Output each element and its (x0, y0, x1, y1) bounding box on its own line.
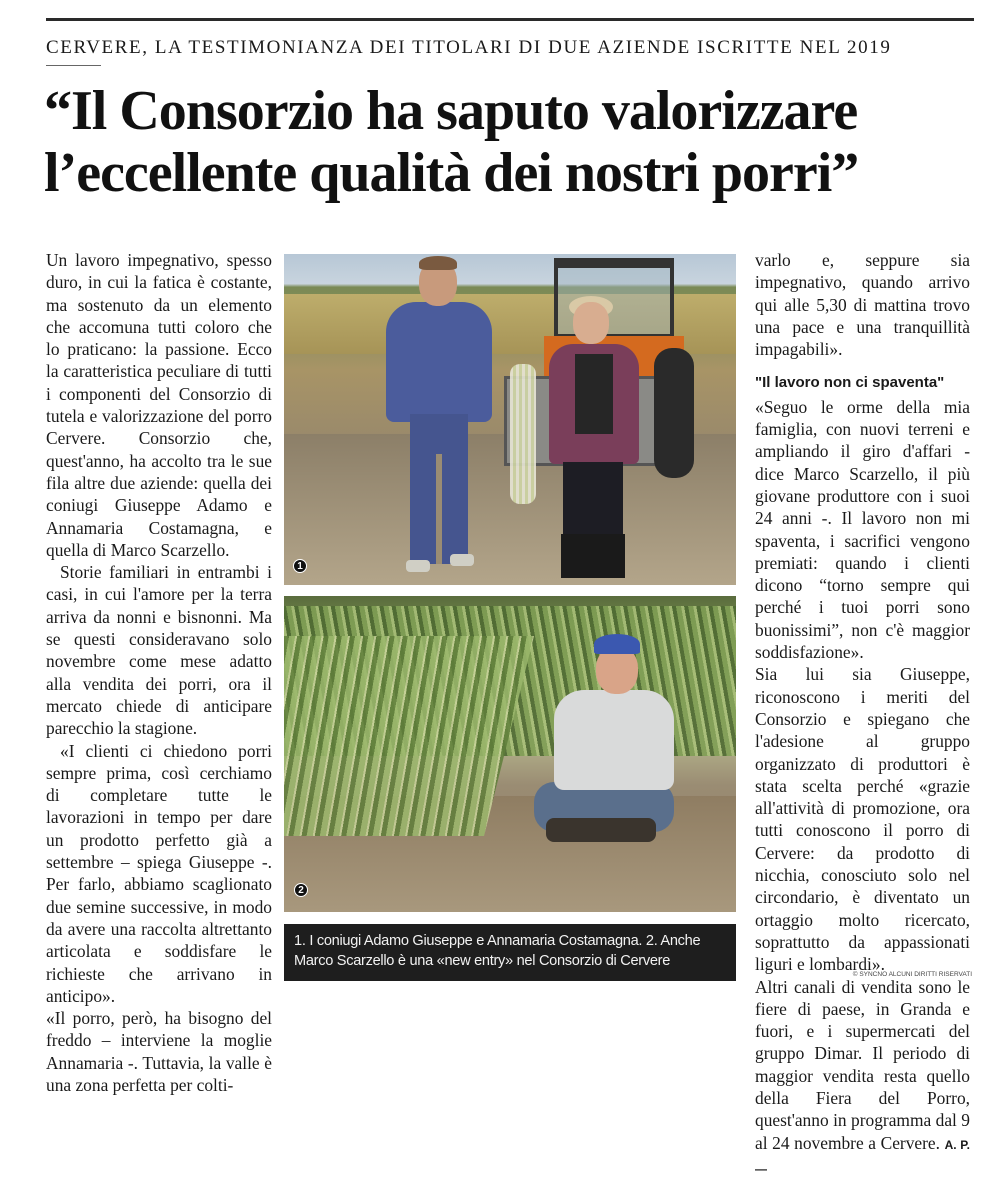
kicker-rule (46, 65, 101, 66)
top-rule (46, 18, 974, 21)
leek-bunch (510, 364, 536, 504)
copyright-notice: © SYNCNO ALCUNI DIRITTI RISERVATI (853, 971, 972, 978)
paragraph: Storie familiari in entrambi i casi, in cui l'amore per la terra arriva da nonni e bisnonni. Ma se questi consideravano solo novembre come mese adatto alla vendita dei porri, ora il mercato chiede di anticipare parecchio la stagione. (46, 561, 272, 739)
right-column (755, 249, 970, 1180)
author-credit: A. P. — (755, 1138, 970, 1176)
paragraph: Sia lui sia Giuseppe, riconoscono i meriti del Consorzio e spiegano che l'adesione al gruppo organizzato di produttori è stata scelta perché «grazie all'attività di promozione, ora tutti conoscono il porro di Cervere: da prodotto di nicchia, conosciuto solo nel circondario, è diventato un ortaggio molto ricercato, soprattutto da appassionati liguri e lombardi». (755, 663, 970, 975)
paragraph (755, 976, 970, 1180)
photo-couple (284, 254, 736, 585)
photo-marco (284, 596, 736, 912)
figure-annamaria (539, 294, 649, 585)
subheading: "Il lavoro non ci spaventa" (755, 372, 970, 394)
left-column (46, 249, 272, 1096)
paragraph: Un lavoro impegnativo, spesso duro, in cui la fatica è costante, ma sostenuto da un elemento che accomuna tutti coloro che lo praticano: la passione. Ecco la caratteristica peculiare di tutti i componenti del Consorzio di tutela e valorizzazione del porro Cervere. Consorzio che, quest'anno, ha accolto tra le sue fila altre due aziende: quella dei coniugi Giuseppe Adamo e Annamaria Costamagna, e quella di Marco Scarzello. (46, 249, 272, 561)
caption-line-2: Marco Scarzello è una «new entry» nel Consorzio di Cervere (294, 951, 726, 971)
headline-line-1: “Il Consorzio ha saputo valorizzare (44, 80, 979, 142)
paragraph: varlo e, seppure sia impegnativo, quando arrivo qui alle 5,30 di mattina trovo una pace e una tranquillità impagabili». (755, 249, 970, 360)
headline (44, 80, 979, 204)
photo-number-2: 2 (294, 883, 308, 897)
photo-caption (284, 924, 736, 981)
kicker: CERVERE, LA TESTIMONIANZA DEI TITOLARI DI DUE AZIENDE ISCRITTE NEL 2019 (46, 37, 891, 59)
paragraph: «Il porro, però, ha bisogno del freddo – interviene la moglie Annamaria -. Tuttavia, la valle è una zona perfetta per colti- (46, 1007, 272, 1096)
paragraph-text: Altri canali di vendita sono le fiere di paese, in Granda e fuori, e i supermercati del gruppo Dimar. Il periodo di maggior vendita resta quello della Fiera del Porro, quest'anno in programma dal 9 al 24 novembre a Cervere. (755, 977, 970, 1153)
figure-giuseppe (374, 254, 504, 585)
paragraph: «I clienti ci chiedono porri sempre prima, così cerchiamo di completare tutte le lavorazioni in tempo per dare un prodotto perfetto già a settembre – spiega Giuseppe -. Per farlo, abbiamo scaglionato due semine successive, in modo da avere una raccolta altrettanto articolata e soddisfare le richieste che arrivano in anticipo». (46, 740, 272, 1008)
figure-marco (524, 632, 684, 872)
caption-line-1: 1. I coniugi Adamo Giuseppe e Annamaria Costamagna. 2. Anche (294, 931, 726, 951)
headline-line-2: l’eccellente qualità dei nostri porri” (44, 142, 979, 204)
photo-number-1: 1 (293, 559, 307, 573)
paragraph: «Seguo le orme della mia famiglia, con nuovi terreni e ampliando il giro d'affari - dice Marco Scarzello, il più giovane produttore con i suoi 24 anni -. Il lavoro non mi spaventa, i sacrifici vengono premiati: quando i clienti dicono “torno sempre qui perché i tuoi porri sono buonissimi”, non c'è maggior soddisfazione». (755, 396, 970, 664)
